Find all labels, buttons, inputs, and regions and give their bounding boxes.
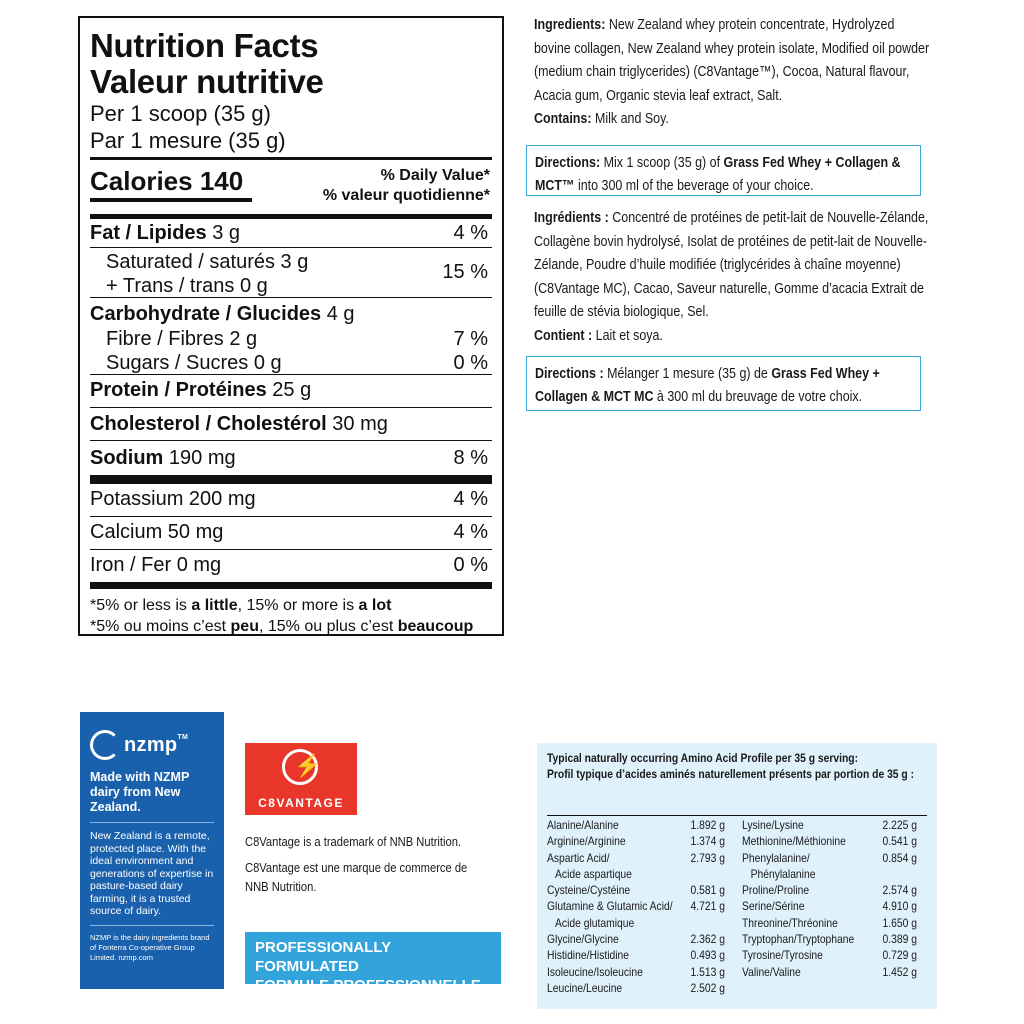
fat-label: Fat / Lipides <box>90 222 207 244</box>
amino-acid-row <box>742 882 917 898</box>
amino-acid-name: Threonine/Thréonine <box>742 915 838 930</box>
formulated-en: PROFESSIONALLY FORMULATED <box>255 939 391 975</box>
amino-acid-name: Methionine/Méthionine <box>742 834 846 849</box>
professionally-formulated-badge <box>245 932 501 994</box>
amino-acid-value: 1.650 g <box>882 915 917 930</box>
amino-acid-row <box>742 866 917 882</box>
amino-acid-row <box>742 947 917 963</box>
divider <box>90 582 492 589</box>
calories-label: Calories 140 <box>90 166 244 196</box>
nzmp-description: New Zealand is a remote, protected place. With the ideal environment and generations of expertise in pasture-based dairy farming, it is a trusted source of dairy. <box>90 830 214 917</box>
amino-acid-value: 0.581 g <box>690 883 725 898</box>
nzmp-brand-note: NZMP is the dairy ingredients brand of Fonterra Co-operative Group Limited. nzmp.com <box>90 932 210 962</box>
amino-acid-name: Glycine/Glycine <box>547 932 619 947</box>
contains-fr-text: Lait et soya. <box>592 327 663 344</box>
potassium-row <box>90 484 492 517</box>
sodium-label: Sodium <box>90 447 164 469</box>
amino-acid-name: Lysine/Lysine <box>742 818 804 832</box>
trans-label: + Trans / trans 0 g <box>106 275 268 297</box>
fibre-pct: 7 % <box>453 327 488 350</box>
nutrition-title-fr: Valeur nutritive <box>90 63 324 100</box>
amino-acid-value: 0.389 g <box>882 932 917 947</box>
c8-trademark-fr: C8Vantage est une marque de commerce de NNB Nutrition. <box>245 860 468 894</box>
amino-acid-name: Histidine/Histidine <box>547 948 630 963</box>
directions-fr-box: Directions : Mélanger 1 mesure (35 g) de Grass Fed Whey + Collagen & MCT MC à 300 ml du breuvage de votre choix. <box>526 356 921 411</box>
calories-underline <box>90 198 252 202</box>
amino-heading <box>547 751 927 782</box>
amino-acid-value: 2.362 g <box>690 932 725 947</box>
divider <box>90 822 214 823</box>
ingredients-fr-text: Concentré de protéines de petit-lait de Nouvelle-Zélande, Collagène bovin hydrolysé, Isolat de protéines de petit-lait de Nouvelle-Zélande, Poudre d’huile modifiée (triglycérides à chaîne moyenne) (C8Vantage MC), Cacao, Saveur naturelle, Gomme d’acacia Extrait de feuille de stévia biologique, Sel. <box>534 210 929 320</box>
iron-pct: 0 % <box>453 554 488 576</box>
carbohydrate-label: Carbohydrate / Glucides <box>90 303 322 325</box>
contains-fr-label: Contient : <box>534 327 593 344</box>
sodium-pct: 8 % <box>453 447 488 469</box>
fat-amount: 3 g <box>212 222 241 244</box>
amino-acid-name: Phénylalanine <box>742 866 816 881</box>
nzmp-logo <box>90 722 214 768</box>
sugars-label: Sugars / Sucres 0 g <box>106 352 282 374</box>
amino-acid-name: Valine/Valine <box>742 964 801 979</box>
sodium-row <box>90 441 492 475</box>
daily-value-header-fr: % valeur quotidienne* <box>322 187 490 204</box>
amino-acid-value: 1.374 g <box>690 834 725 849</box>
daily-value-header-en: % Daily Value* <box>380 167 490 184</box>
amino-acid-row <box>742 931 917 947</box>
calcium-pct: 4 % <box>453 521 488 543</box>
amino-acid-name: Acide glutamique <box>547 915 635 930</box>
amino-acid-value: 0.729 g <box>882 948 917 963</box>
amino-acid-row <box>742 964 917 980</box>
directions-fr-label: Directions : <box>535 366 604 382</box>
amino-acid-value: 2.793 g <box>690 850 725 865</box>
iron-label: Iron / Fer 0 mg <box>90 554 222 576</box>
amino-acid-name: Aspartic Acid/ <box>547 850 610 865</box>
potassium-pct: 4 % <box>453 488 488 510</box>
nzmp-swirl-icon <box>90 730 120 760</box>
protein-row <box>90 375 492 408</box>
saturated-trans-pct: 15 % <box>442 261 488 283</box>
amino-acid-name: Serine/Sérine <box>742 899 805 914</box>
amino-acid-row <box>742 833 917 849</box>
ingredients-fr <box>534 207 934 348</box>
fat-pct: 4 % <box>453 222 488 244</box>
iron-row <box>90 550 492 582</box>
amino-acid-row <box>742 898 917 914</box>
amino-acid-value: 0.541 g <box>882 834 917 849</box>
amino-acid-name: Leucine/Leucine <box>547 980 623 995</box>
calories-row <box>90 160 492 214</box>
amino-acid-name: Acide aspartique <box>547 866 632 881</box>
amino-heading-fr: Profil typique d’acides aminés naturellement présents par portion de 35 g : <box>547 766 915 781</box>
ingredients-en-label: Ingredients: <box>534 17 606 33</box>
fat-row <box>90 219 492 248</box>
footnote <box>90 595 492 637</box>
ingredients-en <box>534 14 934 132</box>
directions-en-product: Grass Fed Whey + Collagen & MCT™ <box>535 155 901 194</box>
fibre-label: Fibre / Fibres 2 g <box>106 327 258 350</box>
divider <box>90 475 492 484</box>
amino-acid-value: 4.721 g <box>690 899 725 914</box>
amino-acid-row <box>547 915 725 931</box>
amino-acid-row <box>547 833 725 849</box>
amino-right-column <box>742 817 917 980</box>
footnote-en: *5% or less is a little, 15% or more is a lot <box>90 597 392 614</box>
amino-acid-row <box>547 817 725 833</box>
amino-acid-value: 0.493 g <box>690 948 725 963</box>
cholesterol-label: Cholesterol / Cholestérol <box>90 413 327 435</box>
amino-heading-en: Typical naturally occurring Amino Acid Profile per 35 g serving: <box>547 751 859 765</box>
amino-acid-value: 1.513 g <box>690 964 725 979</box>
protein-amount: 25 g <box>272 379 312 401</box>
amino-acid-row <box>547 964 725 980</box>
daily-value-header <box>323 166 490 206</box>
amino-acid-name: Alanine/Alanine <box>547 818 619 832</box>
fibre-row <box>90 327 492 352</box>
lightning-bolt-icon: ⚡ <box>294 753 322 778</box>
amino-acid-value: 1.452 g <box>882 964 917 979</box>
saturated-label: Saturated / saturés 3 g <box>106 251 309 273</box>
amino-acid-row <box>547 850 725 866</box>
amino-heading-rule <box>547 815 927 816</box>
sugars-row <box>90 351 492 376</box>
nutrition-title-en: Nutrition Facts <box>90 27 319 64</box>
c8-trademark-en: C8Vantage is a trademark of NNB Nutrition. <box>245 834 462 849</box>
amino-acid-value: 2.502 g <box>690 980 725 995</box>
amino-acid-value: 2.574 g <box>882 883 917 898</box>
nutrition-facts-panel <box>78 16 504 636</box>
amino-acid-row <box>547 980 725 996</box>
amino-acid-name: Glutamine & Glutamic Acid/ <box>547 899 673 914</box>
amino-acid-name: Tyrosine/Tyrosine <box>742 948 823 963</box>
carbohydrate-row <box>90 298 492 375</box>
serving-size-fr: Par 1 mesure (35 g) <box>90 128 286 153</box>
amino-acid-value: 4.910 g <box>882 899 917 914</box>
amino-acid-row <box>742 817 917 833</box>
carbohydrate-amount: 4 g <box>326 303 355 325</box>
amino-acid-row <box>547 882 725 898</box>
c8vantage-wordmark: C8VANTAGE <box>258 796 344 810</box>
contains-en-text: Milk and Soy. <box>591 111 669 127</box>
amino-acid-row <box>742 915 917 931</box>
amino-acid-row <box>547 947 725 963</box>
directions-en-label: Directions: <box>535 155 601 171</box>
amino-acid-name: Arginine/Arginine <box>547 834 626 849</box>
nzmp-logo-text: nzmp™ <box>124 733 189 756</box>
directions-fr-product: Grass Fed Whey + Collagen & MCT MC <box>535 366 880 405</box>
amino-acid-row <box>547 898 725 914</box>
amino-acid-row <box>547 866 725 882</box>
sugars-pct: 0 % <box>453 352 488 374</box>
amino-acid-row <box>742 850 917 866</box>
calcium-label: Calcium 50 mg <box>90 521 224 543</box>
ingredients-fr-label: Ingrédients : <box>534 210 609 226</box>
amino-acid-name: Phenylalanine/ <box>742 850 810 865</box>
amino-acid-value: 1.892 g <box>690 818 725 832</box>
nzmp-made-with: Made with NZMP dairy from New Zealand. <box>90 770 190 814</box>
calcium-row <box>90 517 492 550</box>
amino-acid-name: Proline/Proline <box>742 883 810 898</box>
cholesterol-amount: 30 mg <box>332 413 388 435</box>
amino-acid-name: Tryptophan/Tryptophane <box>742 932 855 947</box>
serving-size-en: Per 1 scoop (35 g) <box>90 101 271 126</box>
divider <box>90 925 214 926</box>
formulated-fr: FORMULE PROFESSIONNELLE <box>255 977 481 994</box>
footnote-fr: *5% ou moins c’est peu, 15% ou plus c’est beaucoup <box>90 618 474 635</box>
directions-en-box: Directions: Mix 1 scoop (35 g) of Grass Fed Whey + Collagen & MCT™ into 300 ml of the beverage of your choice. <box>526 145 921 196</box>
amino-acid-profile <box>537 743 937 1009</box>
ingredients-en-text: New Zealand whey protein concentrate, Hydrolyzed bovine collagen, New Zealand whey protein isolate, Modified oil powder (medium chain triglycerides) (C8Vantage™), Cocoa, Natural flavour, Acacia gum, Organic stevia leaf extract, Salt. <box>534 17 930 104</box>
c8vantage-logo <box>245 743 357 815</box>
contains-en-label: Contains: <box>534 111 592 127</box>
amino-acid-row <box>547 931 725 947</box>
potassium-label: Potassium 200 mg <box>90 488 256 510</box>
amino-acid-name: Isoleucine/Isoleucine <box>547 964 643 979</box>
amino-acid-value: 2.225 g <box>882 818 917 832</box>
nzmp-panel <box>80 712 224 989</box>
amino-left-column <box>547 817 725 996</box>
amino-acid-name: Cysteine/Cystéine <box>547 883 631 898</box>
saturated-trans-row <box>90 248 492 298</box>
amino-acid-value: 0.854 g <box>882 850 917 865</box>
sodium-amount: 190 mg <box>168 447 236 469</box>
cholesterol-row <box>90 408 492 441</box>
protein-label: Protein / Protéines <box>90 379 267 401</box>
